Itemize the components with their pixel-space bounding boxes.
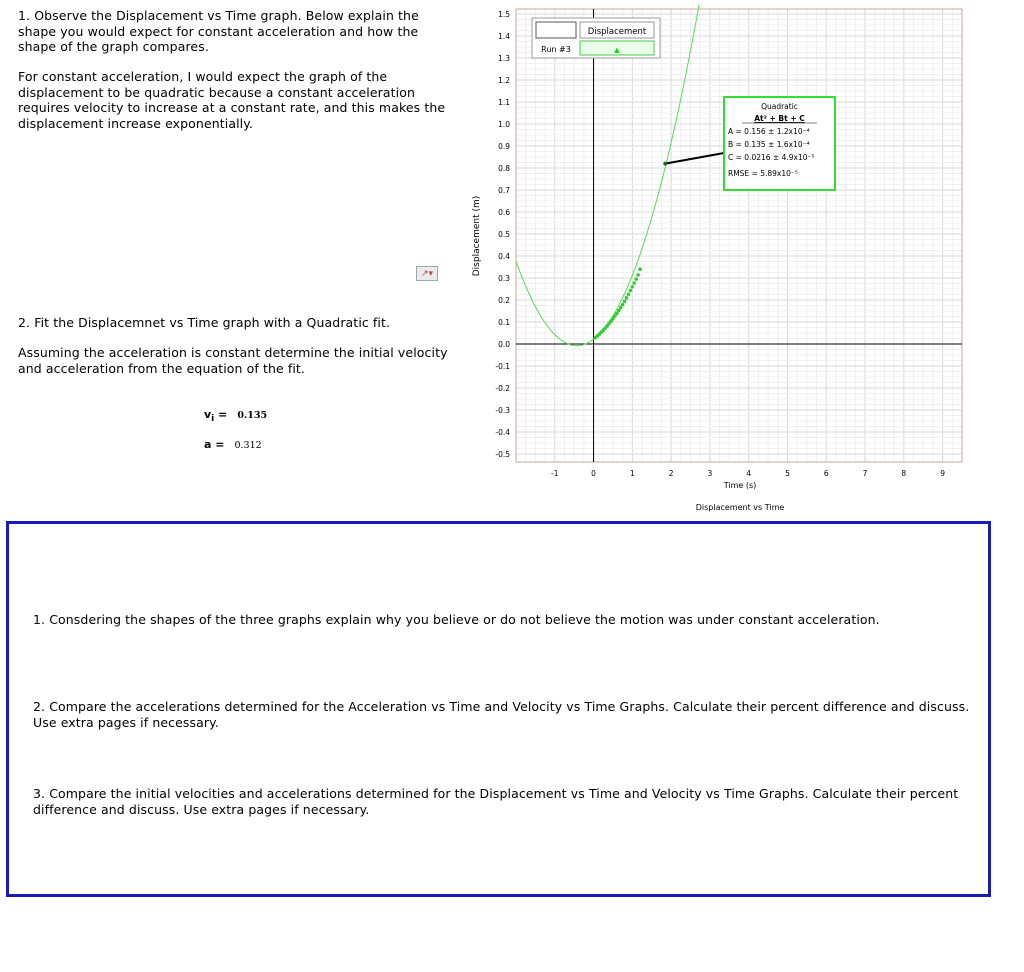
- y-tick-label: -0.4: [495, 428, 510, 437]
- data-point: [632, 281, 636, 285]
- legend-header: Displacement: [587, 27, 647, 37]
- y-tick-label: 1.2: [498, 76, 510, 85]
- y-tick-label: 1.0: [498, 120, 510, 129]
- x-tick-label: 4: [746, 469, 752, 478]
- data-point: [619, 306, 623, 310]
- quadratic-fit-box[interactable]: [724, 97, 835, 190]
- y-tick-label: 0.6: [498, 208, 510, 217]
- data-point: [627, 292, 631, 296]
- q1-answer[interactable]: For constant acceleration, I would expect the graph of the displacement to be quadratic because a constant acceleration requires velocity to increase at a constant rate, and this makes the displacement increase exponentially.: [18, 69, 446, 131]
- vi-value[interactable]: 0.135: [237, 410, 268, 421]
- y-tick-label: -0.1: [495, 362, 510, 371]
- x-tick-label: 0: [591, 469, 596, 478]
- data-point: [621, 303, 625, 307]
- y-axis-label: Displacement (m): [472, 195, 482, 277]
- graph-tool-icon[interactable]: ↗▾: [416, 266, 438, 281]
- initial-velocity-row: [204, 408, 267, 424]
- x-tick-label: 1: [629, 469, 635, 478]
- y-tick-label: 1.4: [498, 32, 510, 41]
- data-point: [623, 300, 627, 304]
- y-tick-label: 1.3: [498, 54, 510, 63]
- vi-label: $v_i$ =: [204, 408, 228, 425]
- bottom-q3: 3. Compare the initial velocities and accelerations determined for the Displacement vs Time and Velocity vs Time Graphs. Calculate their percent difference and discuss. Use extra pages if necessary.: [33, 786, 959, 817]
- y-tick-label: -0.3: [495, 406, 510, 415]
- response-box[interactable]: [6, 521, 991, 897]
- legend-marker-icon: ▲: [614, 46, 620, 54]
- x-tick-label: 7: [862, 469, 868, 478]
- acceleration-row: [204, 438, 262, 451]
- bottom-q1: 1. Consdering the shapes of the three graphs explain why you believe or do not believe the motion was under constant acceleration.: [33, 612, 880, 627]
- y-tick-label: 0.2: [498, 296, 510, 305]
- fit-coef-b: B = 0.135 ± 1.6x10⁻⁴: [728, 140, 810, 149]
- grid: [516, 9, 962, 462]
- x-tick-label: 9: [940, 469, 945, 478]
- y-tick-label: 0.8: [498, 164, 510, 173]
- x-tick-label: 3: [707, 469, 713, 478]
- fit-coef-c: C = 0.0216 ± 4.9x10⁻⁵: [728, 153, 815, 162]
- x-tick-label: 5: [785, 469, 790, 478]
- y-tick-label: 1.5: [498, 10, 510, 19]
- x-tick-label: 8: [901, 469, 907, 478]
- y-tick-label: -0.2: [495, 384, 510, 393]
- y-tick-label: -0.5: [495, 450, 510, 459]
- y-tick-label: 0.5: [498, 230, 510, 239]
- displacement-vs-time-chart[interactable]: [462, 4, 982, 512]
- data-point: [636, 273, 640, 277]
- fit-marker-point: [663, 162, 667, 166]
- q1-prompt: 1. Observe the Displacement vs Time graph. Below explain the shape you would expect for constant acceleration and how the shape of the graph compares.: [18, 8, 419, 54]
- data-point: [638, 267, 642, 271]
- y-tick-labels: [495, 10, 510, 459]
- data-point: [625, 296, 629, 300]
- a-label: a =: [204, 438, 225, 451]
- y-tick-label: 0.1: [498, 318, 510, 327]
- x-tick-label: 6: [823, 469, 829, 478]
- y-tick-label: 0.4: [498, 252, 510, 261]
- fit-equation: At² + Bt + C: [754, 114, 805, 123]
- bottom-q2: 2. Compare the accelerations determined for the Acceleration vs Time and Velocity vs Time Graphs. Calculate their percent difference and discuss. Use extra pages if necessary.: [33, 699, 970, 730]
- x-tick-label: 2: [668, 469, 674, 478]
- q2-prompt: 2. Fit the Displacemnet vs Time graph with a Quadratic fit.: [18, 315, 391, 330]
- data-point: [631, 285, 635, 289]
- chart-title: Displacement vs Time: [695, 503, 785, 512]
- q2-detail: Assuming the acceleration is constant determine the initial velocity and acceleration from the equation of the fit.: [18, 345, 448, 376]
- fit-title: Quadratic: [761, 102, 798, 111]
- y-tick-label: 1.1: [498, 98, 510, 107]
- data-point: [629, 289, 633, 293]
- a-value[interactable]: 0.312: [234, 440, 262, 451]
- x-axis-label: Time (s): [723, 481, 757, 490]
- legend-run-label: Run #3: [541, 45, 571, 54]
- x-tick-label: -1: [551, 469, 559, 478]
- y-tick-label: 0.0: [498, 340, 510, 349]
- y-tick-label: 0.3: [498, 274, 510, 283]
- y-tick-label: 0.9: [498, 142, 510, 151]
- fit-rmse: RMSE = 5.89x10⁻⁵: [728, 169, 798, 178]
- legend-swatch-header: [536, 22, 576, 38]
- legend[interactable]: [532, 18, 660, 58]
- data-point: [634, 277, 638, 281]
- y-tick-label: 0.7: [498, 186, 510, 195]
- fit-coef-a: A = 0.156 ± 1.2x10⁻⁴: [728, 127, 810, 136]
- x-tick-labels: [551, 469, 945, 478]
